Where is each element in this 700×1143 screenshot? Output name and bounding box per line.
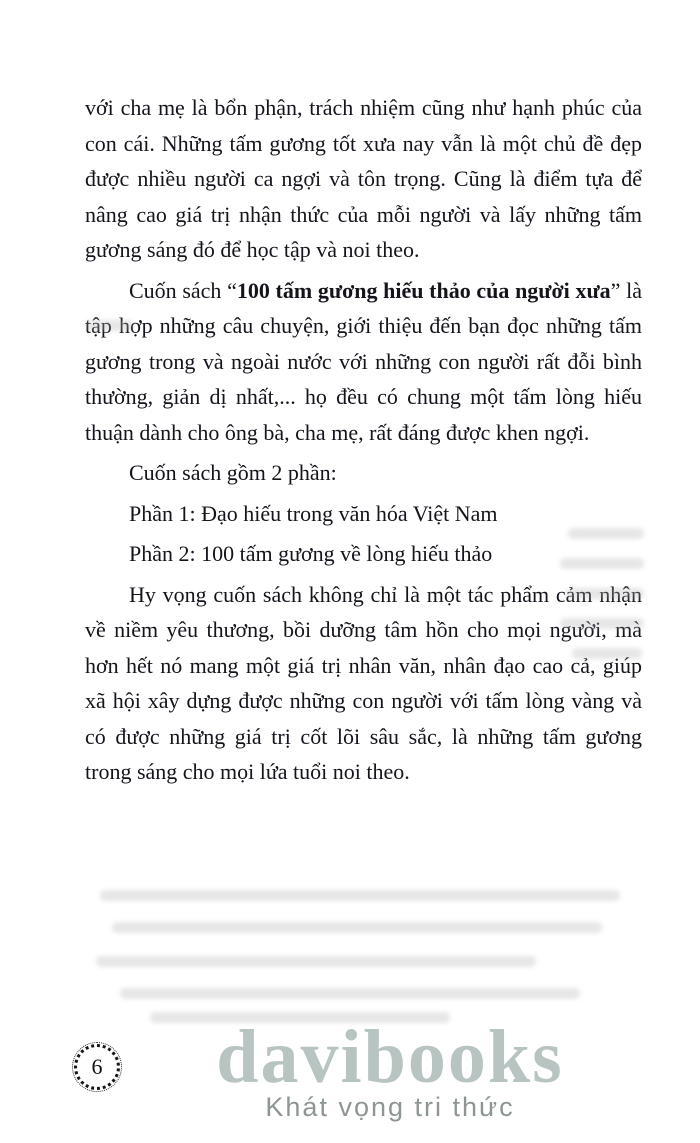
- paragraph: [85, 496, 642, 532]
- paragraph-text: Phần 2: 100 tấm gương về lòng hiếu thảo: [129, 541, 493, 566]
- watermark-tagline: Khát vọng tri thức: [265, 1092, 515, 1122]
- bleed-through-line: [568, 528, 644, 539]
- paragraph-text: Cuốn sách gồm 2 phần:: [129, 460, 337, 485]
- paragraph-text: Phần 1: Đạo hiếu trong văn hóa Việt Nam: [129, 500, 498, 526]
- bleed-through-line: [560, 558, 644, 569]
- page-number: 6: [91, 1054, 103, 1079]
- paragraph: [85, 273, 642, 451]
- page-number-stamp: [74, 1044, 120, 1090]
- watermark-brand: davibooks: [216, 1015, 564, 1099]
- bleed-through-line: [572, 648, 642, 659]
- paragraph-text: Cuốn sách “: [129, 277, 237, 303]
- publisher-watermark: [140, 1015, 640, 1123]
- bleed-through-line: [566, 588, 644, 599]
- bleed-through-line: [86, 320, 134, 331]
- bleed-through-line: [120, 988, 580, 999]
- paragraph-text: với cha mẹ là bổn phận, trách nhiệm cũng như hạnh phúc của con cái. Những tấm gương tốt xưa nay vẫn là một chủ đề đẹp được nhiều người ca ngợi và tôn trọng. Cũng là điểm tựa để nâng cao giá trị nhận thức của mỗi người và lấy những tấm gương sáng đó để học tập và noi theo.: [85, 95, 642, 262]
- bleed-through-line: [96, 956, 536, 967]
- paragraph: [85, 536, 642, 572]
- bleed-through-line: [112, 922, 602, 933]
- page-body: [85, 90, 642, 790]
- bleed-through-line: [100, 890, 620, 901]
- paragraph-text: ” là tập hợp những câu chuyện, giới thiệu đến bạn đọc những tấm gương trong và ngoài nước với những con người rất đỗi bình thường, giản dị nhất,... họ đều có chung một tấm lòng hiếu thuận dành cho ông bà, cha mẹ, rất đáng được khen ngợi.: [85, 277, 642, 445]
- bleed-through-line: [560, 618, 644, 629]
- paragraph: [85, 90, 642, 268]
- paragraph-text: Hy vọng cuốn sách không chỉ là một tác phẩm cảm nhận về niềm yêu thương, bồi dưỡng tâm hồn cho mọi người, mà hơn hết nó mang một giá trị nhân văn, nhân đạo cao cả, giúp xã hội xây dựng được những con người với tấm lòng vàng và có được những giá trị cốt lõi sâu sắc, là những tấm gương trong sáng cho mọi lứa tuổi noi theo.: [85, 581, 642, 784]
- paragraph: [85, 455, 642, 491]
- paragraph: [85, 577, 642, 790]
- book-title-bold: 100 tấm gương hiếu thảo của người xưa: [236, 277, 611, 303]
- bleed-through-line: [150, 1012, 450, 1023]
